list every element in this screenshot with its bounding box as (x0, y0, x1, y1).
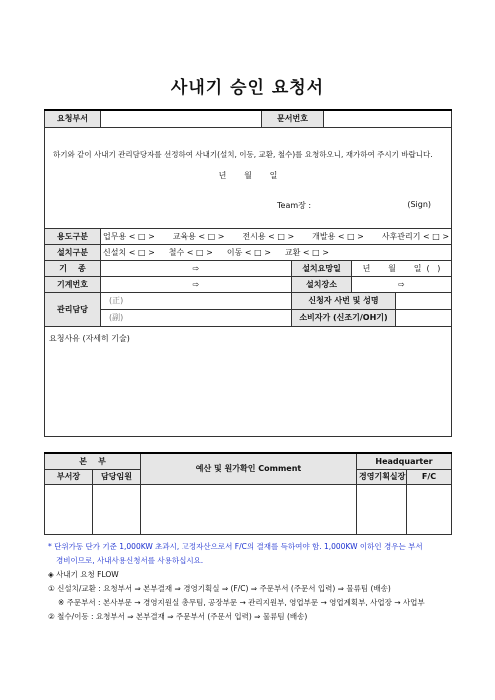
model-label: 기 종 (45, 260, 101, 276)
consumer-price-label: 소비자가 (신조기/OH기) (292, 309, 396, 326)
install-options (101, 244, 452, 260)
flow-title: ◈ 사내기 요청 FLOW (48, 570, 119, 579)
usage-option-work[interactable]: 업무용 < □ > (103, 231, 155, 241)
request-form-table (44, 109, 452, 437)
install-label: 설치구분 (45, 244, 101, 260)
install-option-withdraw[interactable]: 철수 < □ > (168, 247, 213, 257)
dept-label: 요청부서 (45, 110, 101, 127)
docno-field[interactable] (324, 110, 452, 127)
install-option-new[interactable]: 신설치 < □ > (103, 247, 155, 257)
officer-label: 담당임원 (93, 469, 141, 484)
manager-sub-tag: (副) (109, 313, 124, 322)
manager-sub-field[interactable] (101, 309, 292, 326)
comment-label: 예산 및 원가확인 Comment (141, 453, 357, 484)
install-place-label: 설치장소 (292, 276, 352, 292)
fc-label: F/C (407, 469, 452, 484)
dept-head-sign-field[interactable] (45, 484, 93, 534)
machine-no-field[interactable]: ⇨ (101, 276, 292, 292)
install-place-field[interactable]: ⇨ (352, 276, 452, 292)
planning-head-sign-field[interactable] (357, 484, 407, 534)
notes-section (48, 540, 458, 624)
usage-option-education[interactable]: 교육용 < □ > (172, 231, 225, 241)
date-line: 년 월 일 (218, 170, 278, 180)
usage-option-exhibit[interactable]: 전시용 < □ > (242, 231, 295, 241)
manager-label: 관리담당 (45, 292, 101, 326)
team-label: Team장 : (277, 200, 312, 210)
page-title: 사내기 승인 요청서 (170, 78, 325, 98)
usage-options (101, 228, 452, 244)
note-cost-threshold: * 단위가동 단가 기준 1,000KW 초과시, 고정자산으로서 F/C의 결재를 득하여야 함. 1,000KW 이하인 경우는 부서 (48, 542, 423, 551)
docno-label: 문서번호 (262, 110, 324, 127)
approval-table (44, 452, 452, 535)
applicant-field[interactable] (396, 292, 452, 309)
reason-label: 요청사유 (자세히 기술) (49, 333, 130, 343)
consumer-price-field[interactable] (396, 309, 452, 326)
headquarter-label: Headquarter (357, 453, 452, 469)
hq-label: 본 부 (45, 453, 141, 469)
planning-head-label: 경영기획실장 (357, 469, 407, 484)
machine-no-label: 기계번호 (45, 276, 101, 292)
install-option-move[interactable]: 이동 < □ > (226, 247, 271, 257)
flow-order-dept-note: ※ 주문부서 : 본사부문 → 경영지원실 총무팀, 공장부문 → 관리지원부, 영업부문 → 영업계획부, 사업장 → 사업부 (58, 598, 425, 607)
model-field[interactable]: ⇨ (101, 260, 292, 276)
install-date-label: 설치요망일 (292, 260, 352, 276)
flow-install: ① 신설치/교환 : 요청부서 ⇒ 본부결재 ⇒ 경영기획실 ⇒ (F/C) ⇒ 주문부서 (주문서 입력) ⇒ 물류팀 (배송) (48, 584, 391, 593)
applicant-label: 신청자 사번 및 성명 (292, 292, 396, 309)
flow-withdraw: ② 철수/이동 : 요청부서 ⇒ 본부결재 ⇒ 주문부서 (주문서 입력) ⇒ 물류팀 (배송) (48, 612, 308, 621)
manager-main-tag: (正) (109, 296, 124, 305)
dept-field[interactable] (101, 110, 262, 127)
install-date-field[interactable]: 년 월 일 ( ) (352, 260, 452, 276)
sign-label: (Sign) (407, 199, 432, 209)
usage-label: 용도구분 (45, 228, 101, 244)
intro-text: 하기와 같이 사내기 관리담당자를 선정하여 사내기(설치, 이동, 교환, 철수)를 요청하오니, 재가하여 주시기 바랍니다. (53, 149, 433, 159)
install-option-exchange[interactable]: 교환 < □ > (284, 247, 329, 257)
note-cost-threshold-cont: 경비이므로, 사내사용신청서를 사용하십시요. (56, 556, 204, 565)
comment-field[interactable] (141, 484, 357, 534)
fc-sign-field[interactable] (407, 484, 452, 534)
dept-head-label: 부서장 (45, 469, 93, 484)
manager-main-field[interactable] (101, 292, 292, 309)
usage-option-aftercare[interactable]: 사후관리기 < □ > (381, 231, 450, 241)
intro-section (45, 127, 452, 228)
usage-option-development[interactable]: 개발용 < □ > (312, 231, 364, 241)
officer-sign-field[interactable] (93, 484, 141, 534)
reason-section[interactable] (45, 326, 452, 436)
